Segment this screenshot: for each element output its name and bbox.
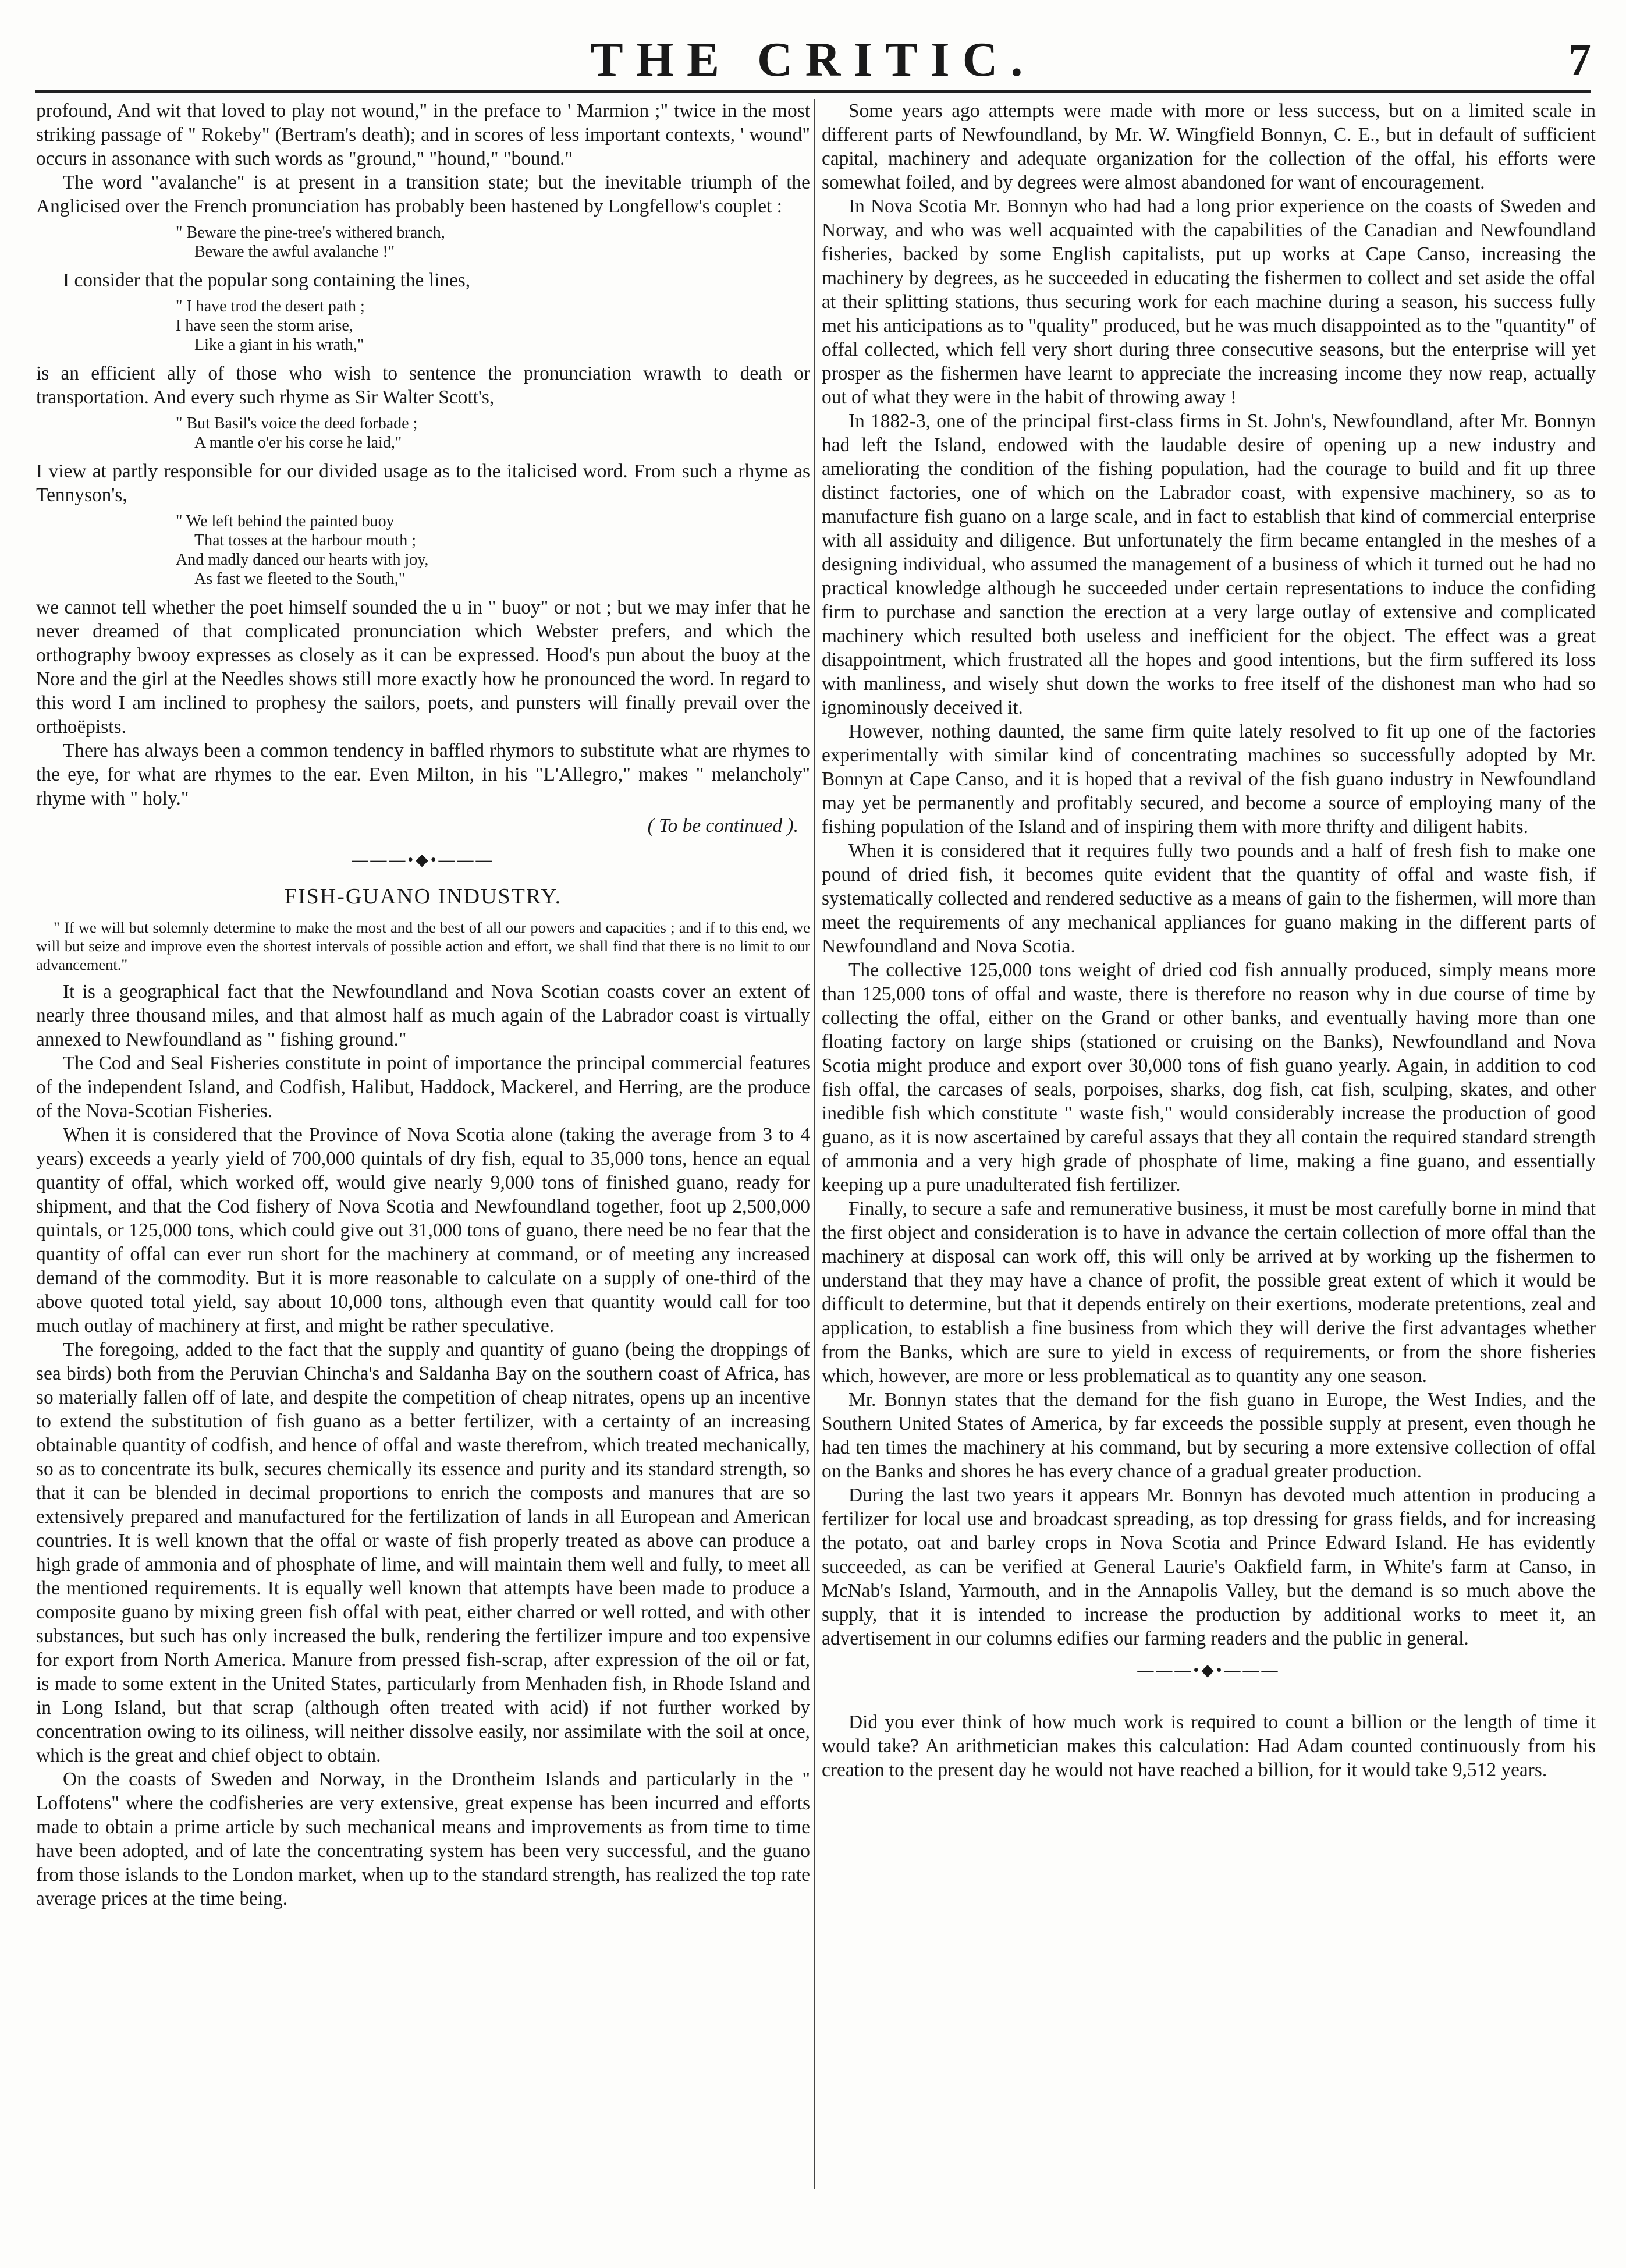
verse-line: And madly danced our hearts with joy, bbox=[176, 551, 429, 569]
epigraph: " If we will but solemnly determine to make the most and the best of all our powers and capacities ; and if to this end, we will but seize and improve even the shortest intervals of possible action and effort, we shall find that there is no limit to our advancement." bbox=[36, 919, 810, 973]
continued-note: ( To be continued ). bbox=[647, 815, 798, 837]
paragraph: In Nova Scotia Mr. Bonnyn who had had a long prior experience on the coasts of Sweden and Norway, and who was well acquainted with the capabilities of the Canadian and Newfoundland fisheries, backed by some English capitalists, put up works at Cape Canso, increasing the machinery by degrees, as he succeeded in educating the fishermen to collect and set aside the offal at their splitting stations, thus securing work for each machine during a season, his success fully met his anticipations as to "quality" produced, but he was much disappointed as to the "quantity" of offal collected, which fell very short during three consecutive seasons, but the enterprise will yet prosper as the fishermen have learnt to appreciate the increasing income they now reap, actually out of what they were in the habit of throwing away ! bbox=[822, 196, 1596, 408]
paragraph: In 1882-3, one of the principal first-class firms in St. John's, Newfoundland, after Mr. Bonnyn had left the Island, endowed with the laudable desire of opening up a new industry and ameliorating the condition of the fishing population, had the courage to build and fit up three distinct factories, one of which on the Labrador coast, with expensive machinery, so as to manufacture fish guano on a large scale, and in fact to establish that kind of commercial enterprise with all assiduity and diligence. But unfortunately the firm became entangled in the meshes of a designing individual, who assumed the management of a business of which it turned out he had no practical knowledge although he succeeded under certain representations to induce the confiding firm to purchase and sanction the erection at a very large outlay of extensive and complicated machinery which resulted both useless and inefficient for the object. The effect was a great disappointment, which frustrated all the hopes and good intentions, but the firm suffered its loss with manliness, and wisely shut down the works to free itself of the dishonest man who had so ignominously deceived it. bbox=[822, 410, 1596, 718]
right-column bbox=[822, 99, 1596, 2218]
verse-line: That tosses at the harbour mouth ; bbox=[194, 531, 417, 550]
verse-line: " But Basil's voice the deed forbade ; bbox=[176, 414, 418, 433]
paragraph: Mr. Bonnyn states that the demand for the fish guano in Europe, the West Indies, and the Southern United States of America, by far exceeds the possible supply at present, even though he had ten times the machinery at his command, but by securing a more extensive collection of offal on the Banks and shores he has every chance of a gradual greater production. bbox=[822, 1389, 1596, 1482]
paragraph: profound, And wit that loved to play not wound," in the preface to ' Marmion ;" twice in the most striking passage of " Rokeby" (Bertram's death); and in scores of less important contexts, ' wound" occurs in assonance with such words as "ground," "hound," "bound." bbox=[36, 100, 810, 169]
paragraph: we cannot tell whether the poet himself sounded the u in " buoy" or not ; but we may infer that he never dreamed of that complicated pronunciation which Webster prefers, and which the orthography bwooy expresses as closely as it can be expressed. Hood's pun about the buoy at the Nore and the girl at the Needles shows still more exactly how he pronounced the word. In regard to this word I am inclined to prophesy the sailors, poets, and punsters will finally prevail over the orthoëpists. bbox=[36, 597, 810, 738]
verse-line: A mantle o'er his corse he laid," bbox=[194, 434, 402, 452]
verse-line: Beware the awful avalanche !" bbox=[194, 243, 395, 261]
page-number: 7 bbox=[1568, 34, 1591, 85]
paragraph: I consider that the popular song containing the lines, bbox=[63, 270, 471, 291]
paragraph: Did you ever think of how much work is required to count a billion or the length of time it would take? An arithmetician makes this calculation: Had Adam counted continuously from his creation to the present day he would not have reached a billion, for it would take 9,512 years. bbox=[822, 1711, 1596, 1781]
column-divider bbox=[814, 99, 815, 2189]
masthead bbox=[35, 21, 1591, 93]
paragraph: When it is considered that it requires fully two pounds and a half of fresh fish to make one pound of dried fish, it becomes quite evident that the quantity of offal and waste fish, if systematically collected and rendered seductive as a means of gain to the fishermen, will more than meet the requirements of any mechanical appliances for guano making in the different parts of Newfoundland and Nova Scotia. bbox=[822, 840, 1596, 957]
verse-line: As fast we fleeted to the South," bbox=[194, 570, 406, 588]
ornament-divider: ———•◆•——— bbox=[352, 851, 495, 869]
paragraph: is an efficient ally of those who wish to sentence the pronunciation wrawth to death or transportation. And every such rhyme as Sir Walter Scott's, bbox=[36, 363, 810, 408]
verse-line: I have seen the storm arise, bbox=[176, 317, 353, 335]
newspaper-title: THE CRITIC. bbox=[590, 33, 1036, 87]
paragraph: It is a geographical fact that the Newfoundland and Nova Scotian coasts cover an extent of nearly three thousand miles, and that almost half as much again of the Labrador coast is virtually annexed to Newfoundland as " fishing ground." bbox=[36, 981, 810, 1050]
paragraph: The foregoing, added to the fact that the supply and quantity of guano (being the droppings of sea birds) both from the Peruvian Chincha's and Saldanha Bay on the southern coast of Africa, has so materially fallen off of late, and despite the competition of cheap nitrates, opens up an incentive to extend the substitution of fish guano as a better fertilizer, with a certainty of an increasing obtainable quantity of codfish, and hence of offal and waste therefrom, which treated mechanically, so as to concentrate its bulk, secures chemically its essence and purity and its standard strength, so that it can be blended in decimal proportions to enrich the composts and manures that are so extensively prepared and manufactured for the fertilization of lands in all European and American countries. It is well known that the offal or waste of fish properly treated as above can produce a high grade of ammonia and of phosphate of lime, and will maintain them well and fully, to meet all the mentioned requirements. It is equally well known that attempts have been made to produce a composite guano by mixing green fish offal with peat, either charred or well rotted, and with other substances, but such has only increased the bulk, rendering the fertilizer impure and too expensive for export from North America. Manure from pressed fish-scrap, after expression of the oil or fat, is made to some extent in the United States, particularly from Menhaden fish, in Rhode Island and in Long Island, but that scrap (although often treated with acid) if not further worked by concentration owing to its oiliness, will neither dissolve easily, nor assimilate with the soil at once, which is the great and chief object to obtain. bbox=[36, 1339, 810, 1766]
verse-quote bbox=[176, 414, 810, 452]
left-column bbox=[36, 99, 810, 2218]
paragraph: There has always been a common tendency in baffled rhymors to substitute what are rhymes to the eye, for what are rhymes to the ear. Even Milton, in his "L'Allegro," makes " melancholy" rhyme with " holy." bbox=[36, 740, 810, 809]
paragraph: When it is considered that the Province of Nova Scotia alone (taking the average from 3 to 4 years) exceeds a yearly yield of 700,000 quintals of dry fish, equal to 35,000 tons, hence an equal quantity of offal, which worked off, would give nearly 9,000 tons of finished guano, ready for shipment, and that the Cod fishery of Nova Scotia and Newfoundland together, foot up 2,500,000 quintals, or 125,000 tons, which could give out 31,000 tons of guano, there need be no fear that the quantity of offal can ever run short for the machinery at command, or of meeting any increased demand of the commodity. But it is more reasonable to calculate on a supply of one-third of the above quoted total yield, say about 10,000 tons, although even that quantity would call for too much outlay of machinery at first, and might be rather speculative. bbox=[36, 1124, 810, 1337]
verse-quote bbox=[176, 297, 810, 355]
verse-line: " I have trod the desert path ; bbox=[176, 297, 365, 316]
paragraph: On the coasts of Sweden and Norway, in the Drontheim Islands and particularly in the " Loffotens" where the codfisheries are very extensive, great expense has been incurred and efforts made to obtain a prime article by such mechanical means and improvements as from time to time have been adopted, and of late the concentrating system has been very successful, and the guano from those islands to the London market, when up to the standard strength, has realized the top rate average prices at the time being. bbox=[36, 1769, 810, 1909]
paragraph: However, nothing daunted, the same firm quite lately resolved to fit up one of the factories experimentally with similar kind of concentrating machines so successfully adopted by Mr. Bonnyn at Cape Canso, and it is hoped that a revival of the fish guano industry in Newfoundland may yet be permanently and profitably secured, and become a source of employing many of the fishing population of the Island and of inspiring them with more thrifty and diligent habits. bbox=[822, 721, 1596, 838]
verse-quote bbox=[176, 512, 810, 589]
verse-line: Like a giant in his wrath," bbox=[194, 336, 364, 354]
verse-quote bbox=[176, 223, 810, 261]
spacer bbox=[822, 1691, 1596, 1710]
section-title: FISH-GUANO INDUSTRY. bbox=[284, 884, 562, 909]
paragraph: Some years ago attempts were made with more or less success, but on a limited scale in different parts of Newfoundland, by Mr. W. Wingfield Bonnyn, C. E., but in default of sufficient capital, machinery and adequate organization for the collection of the offal, his efforts were somewhat foiled, and by degrees were almost abandoned for want of encouragement. bbox=[822, 100, 1596, 193]
verse-line: " We left behind the painted buoy bbox=[176, 512, 395, 530]
paragraph: The collective 125,000 tons weight of dried cod fish annually produced, simply means more than 125,000 tons of offal and waste, there is therefore no reason why in due course of time by collecting the offal, either on the Grand or other banks, and eventually having more than one floating factory on large ships (stationed or cruising on the Banks), Newfoundland and Nova Scotia might produce and export over 30,000 tons of fish guano yearly. Again, in addition to cod fish offal, the carcases of seals, porpoises, sharks, dog fish, cat fish, sculping, skates, and other inedible fish which constitute " waste fish," would considerably increase the production of good guano, as it is now ascertained by careful assays that they all contain the required standard strength of ammonia and a very high grade of phosphate of lime, making a fine guano, and essentially keeping up a pure unadulterated fish fertilizer. bbox=[822, 959, 1596, 1196]
paragraph: Finally, to secure a safe and remunerative business, it must be most carefully borne in mind that the first object and consideration is to have in advance the certain collection of more offal than the machinery at disposal can work off, this will only be arrived at by working up the fishermen to understand that they may have a chance of profit, the possible great extent of which it would be difficult to determine, but that it depends entirely on their exertions, moderate pretentions, zeal and application, to establish a fine business from which they will derive the first advantages whether from the Banks, which are sure to yield in excess of requirements, or from the shore fisheries which, however, are more or less problematical as to quantity any one season. bbox=[822, 1198, 1596, 1387]
ornament-divider: ———•◆•——— bbox=[1137, 1661, 1280, 1679]
paragraph: The Cod and Seal Fisheries constitute in point of importance the principal commercial features of the independent Island, and Codfish, Halibut, Haddock, Mackerel, and Herring, are the produce of the Nova-Scotian Fisheries. bbox=[36, 1053, 810, 1122]
verse-line: " Beware the pine-tree's withered branch, bbox=[176, 224, 445, 242]
paragraph: The word "avalanche" is at present in a transition state; but the inevitable triumph of the Anglicised over the French pronunciation has probably been hastened by Longfellow's couplet : bbox=[36, 172, 810, 217]
paragraph: During the last two years it appears Mr. Bonnyn has devoted much attention in producing a fertilizer for local use and broadcast spreading, as top dressing for grass fields, and for increasing the potato, oat and barley crops in Nova Scotia and Prince Edward Island. He has evidently succeeded, as can be verified at General Laurie's Oakfield farm, in White's farm at Canso, in McNab's Island, Yarmouth, and in the Annapolis Valley, but the demand is so much above the supply, that it is intended to increase the production by additional works to meet it, an advertisement in our columns edifies our farming readers and the public in general. bbox=[822, 1484, 1596, 1649]
paragraph: I view at partly responsible for our divided usage as to the italicised word. From such a rhyme as Tennyson's, bbox=[36, 460, 810, 506]
